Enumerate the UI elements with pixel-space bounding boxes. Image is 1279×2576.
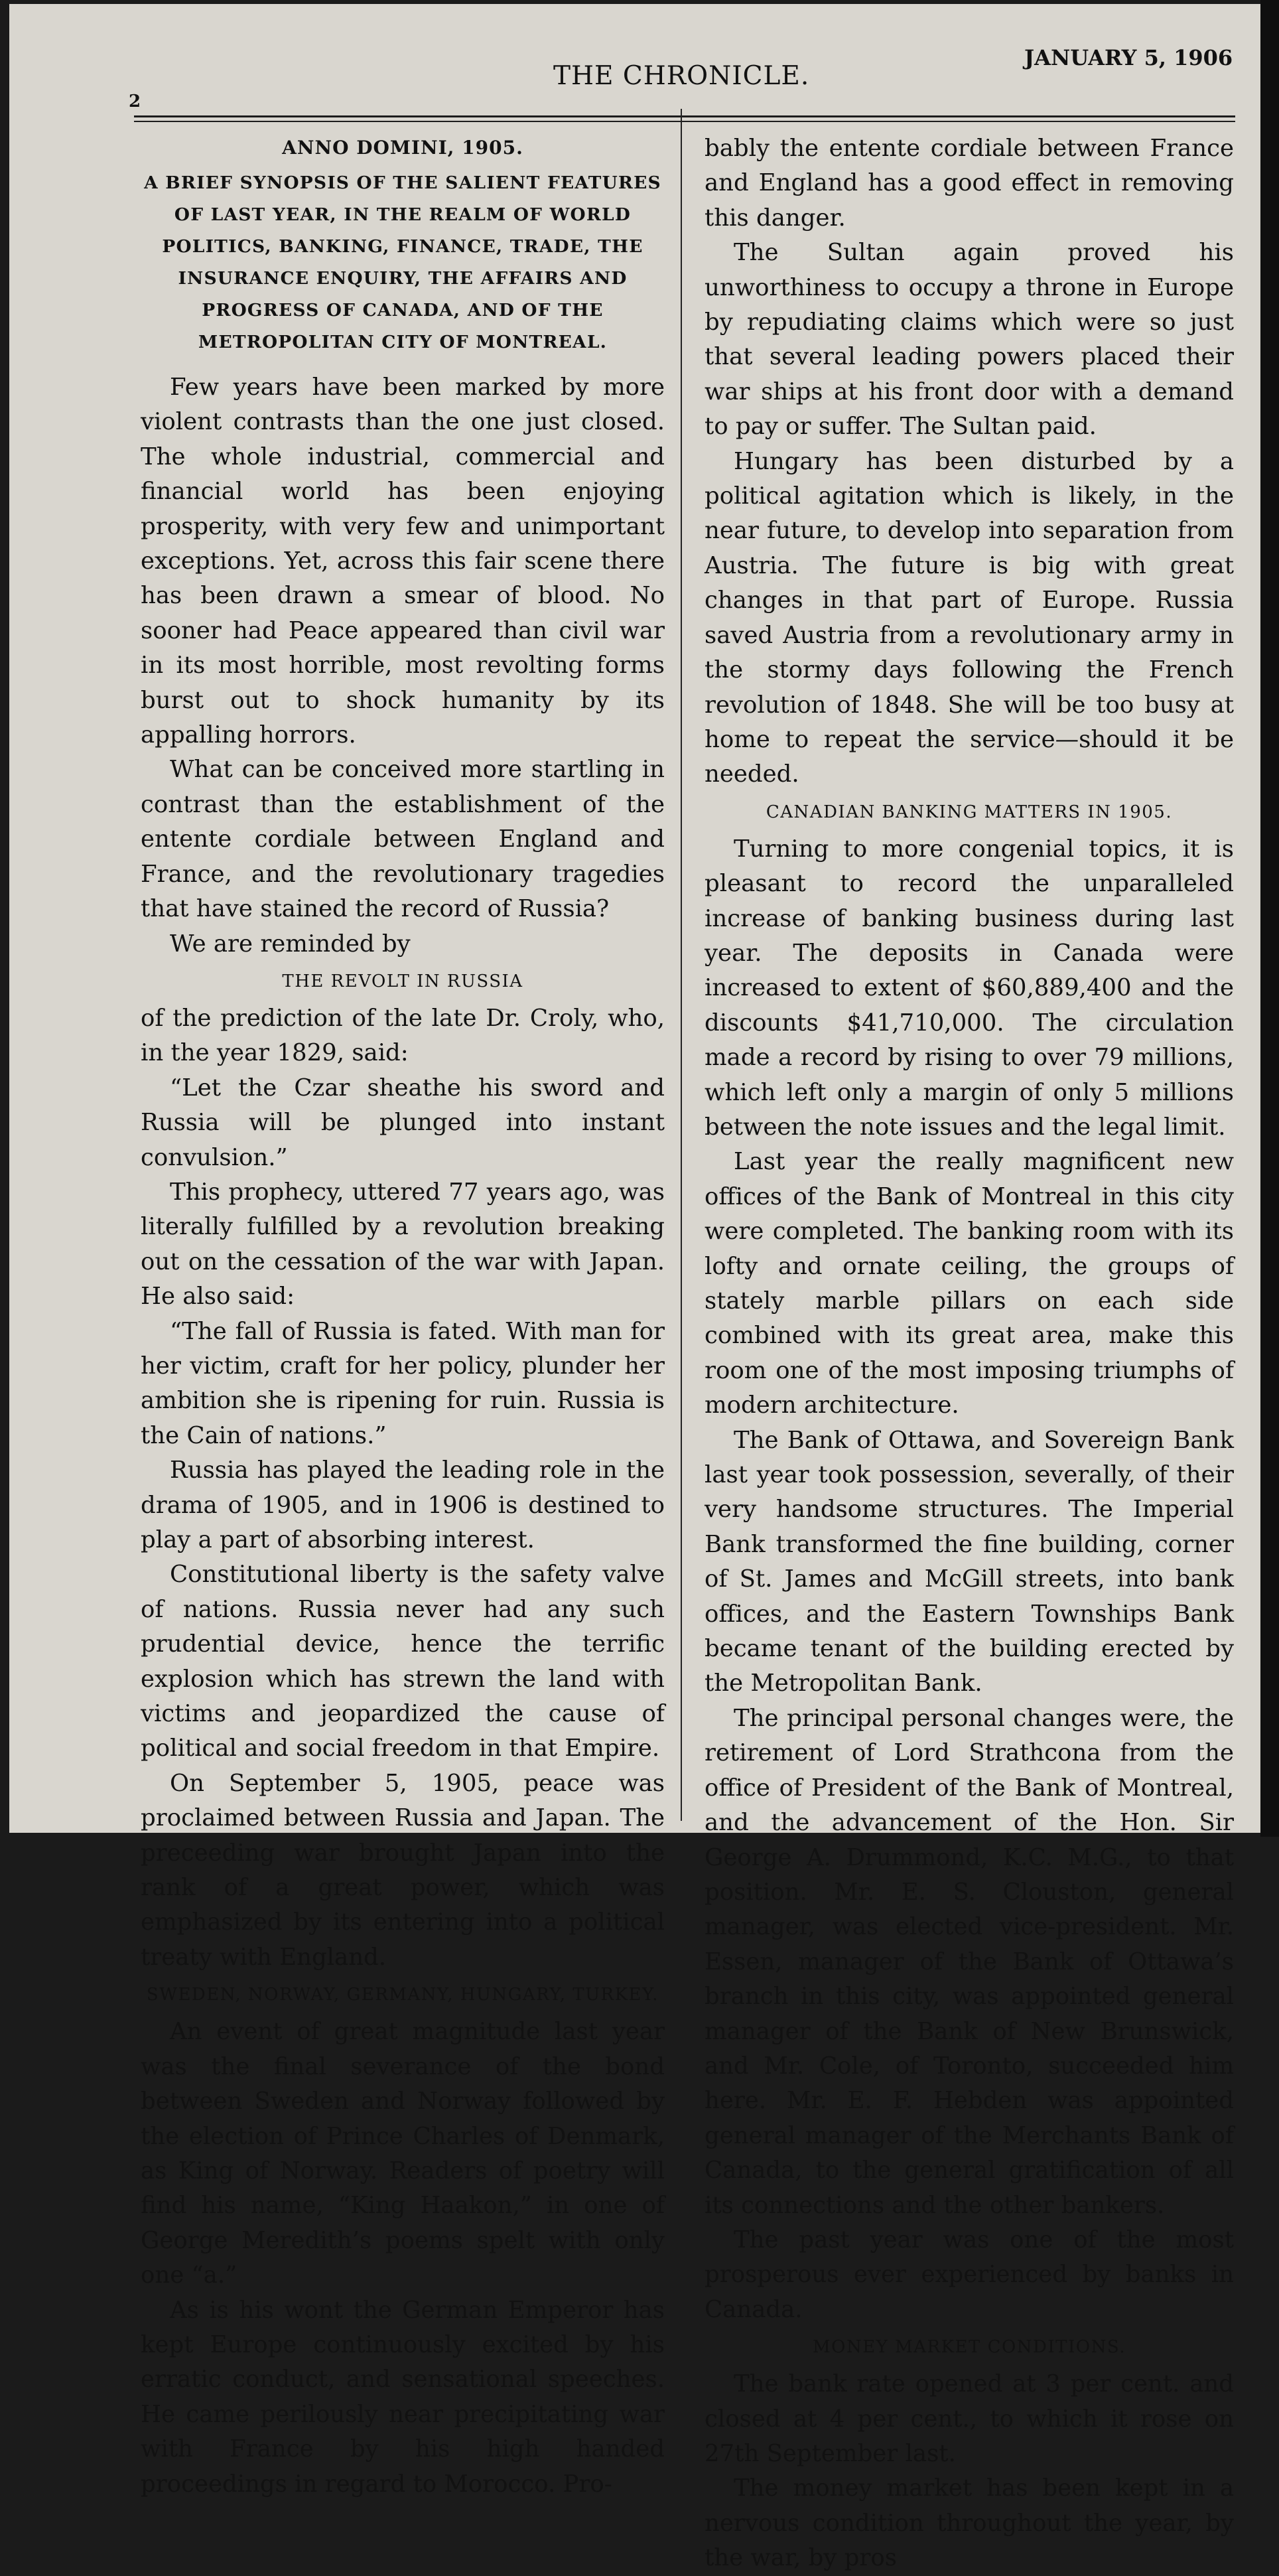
paragraph: “The fall of Russia is fated. With man for her victim, craft for her policy, plunder her ambition she is ripening for ruin. Russia is the Cain of nations.” [141,1317,665,1449]
paragraph: We are reminded by [170,930,411,958]
header-rule [134,115,1235,117]
article-synopsis: A BRIEF SYNOPSIS OF THE SALIENT FEATURES OF LAST YEAR, IN THE REALM OF WORLD POLITICS, BANKING, FINANCE, TRADE, THE INSURANCE ENQUIRY, THE AFFAIRS AND PROGRESS OF CANADA, AND OF THE METROPOLITAN CITY OF MONTREAL. [144,173,661,352]
section-heading: MONEY MARKET CONDITIONS. [813,2337,1126,2358]
running-head [9,42,1260,109]
paragraph: Constitutional liberty is the safety valve of nations. Russia never had any such prudential device, hence the terrific explosion which has strewn the land with victims and jeopardized the cause of political and social freedom in that Empire. [141,1561,665,1762]
page-number: 2 [129,92,141,111]
paragraph: Turning to more congenial topics, it is pleasant to record the unparalleled increase of banking business during last year. The deposits in Canada were increased to extent of $60,889,400 and the discounts $41,710,000. The circulation made a record by rising to over 79 millions, which left only a margin of only 5 millions between the note issues and the legal limit. [705,835,1234,1141]
paragraph: The principal personal changes were, the retirement of Lord Strathcona from the office of President of the Bank of Montreal, and the advancement of the Hon. Sir George A. Drummond, K.C. M.G., to that position. Mr. E. S. Clouston, general manager, was elected vice-president. Mr. Essen, manager of the Bank of Ottawa’s branch in this city, was appointed general manager of the Bank of New Brunswick, and Mr. Cole, of Toronto, succeeded him here. Mr. E. F. Hebden was appointed general manager of the Merchants Bank of Canada, to the general gratification of all its connections and the other bankers. [705,1704,1234,2219]
publication-title: THE CHRONICLE. [553,61,810,91]
paragraph: The money market has been kept in a nervous condition throughout the year, by the war, by pros [705,2474,1234,2572]
paragraph: Few years have been marked by more violent contrasts than the one just closed. The whole industrial, commercial and financial world has been enjoying prosperity, with very few and unimportant exceptions. Yet, across this fair scene there has been drawn a smear of blood. No sooner had Peace appeared than civil war in its most horrible, most revolting forms burst out to shock humanity by its appalling horrors. [141,374,665,749]
paragraph: An event of great magnitude last year was the final severance of the bond between Sweden and Norway followed by the election of Prince Charles of Denmark, as King of Norway. Readers of poetry will find his name, “King Haakon,” in one of George Meredith’s poems spelt with only one “a.” [141,2018,665,2289]
paragraph: The Sultan again proved his unworthiness to occupy a throne in Europe by repudiating claims which were so just that several leading powers placed their war ships at his front door with a demand to pay or suffer. The Sultan paid. [705,239,1234,441]
issue-date: JANUARY 5, 1906 [1024,45,1233,70]
paragraph: This prophecy, uttered 77 years ago, was literally fulfilled by a revolution breaking out on the cessation of the war with Japan. He also said: [141,1178,665,1311]
right-column [705,131,1234,2576]
paragraph: bably the entente cordiale between France and England has a good effect in removing this danger. [705,135,1234,232]
header-rule-secondary [134,121,1235,122]
column-divider [681,109,682,1821]
paragraph: The Bank of Ottawa, and Sovereign Bank last year took possession, severally, of their very handsome structures. The Imperial Bank transformed the fine building, corner of St. James and McGill streets, into bank offices, and the Eastern Townships Bank became tenant of the building erected by the Metropolitan Bank. [705,1426,1234,1697]
newspaper-page [9,4,1260,2572]
paragraph: Last year the really magnificent new offices of the Bank of Montreal in this city were completed. The banking room with its lofty and ornate ceiling, the groups of stately marble pillars on each side combined with its great area, make this room one of the most imposing triumphs of modern architecture. [705,1148,1234,1419]
paragraph: The past year was one of the most prosperous ever experienced by banks in Canada. [705,2226,1234,2323]
paragraph: “Let the Czar sheathe his sword and Russia will be plunged into instant convulsion.” [141,1074,665,1171]
section-heading: THE REVOLT IN RUSSIA [282,971,523,991]
paragraph: What can be conceived more startling in contrast than the establishment of the entente cordiale between England and France, and the revolutionary tragedies that have stained the record of Russia? [141,756,665,923]
paragraph: The bank rate opened at 3 per cent. and closed at 4 per cent., to which it rose on 27th September last. [705,2370,1234,2467]
paragraph: Hungary has been disturbed by a political agitation which is likely, in the near future, to develop into separation from Austria. The future is big with great changes in that part of Europe. Russia saved Austria from a revolutionary army in the stormy days following the French revolution of 1848. She will be too busy at home to repeat the service—should it be needed. [705,447,1234,788]
left-column [141,131,665,2502]
section-heading: CANADIAN BANKING MATTERS IN 1905. [766,802,1173,822]
section-heading: SWEDEN, NORWAY, GERMANY, HUNGARY, TURKEY. [146,1985,659,2005]
paragraph: of the prediction of the late Dr. Croly, who, in the year 1829, said: [141,1004,665,1067]
scan-edge [1260,0,1279,1837]
article-heading: ANNO DOMINI, 1905. [282,137,523,159]
paragraph: On September 5, 1905, peace was proclaimed between Russia and Japan. The preceeding war brought Japan into the rank of a great power, which was emphasized by its entering into a political treaty with England. [141,1769,665,1971]
paragraph: Russia has played the leading role in the drama of 1905, and in 1906 is destined to play a part of absorbing interest. [141,1457,665,1553]
paragraph: As is his wont the German Emperor has kept Europe continuously excited by his erratic conduct, and sensational speeches. He came perilously near precipitating war with France by his high handed proceedings in regard to Morocco. Pro- [141,2296,665,2498]
